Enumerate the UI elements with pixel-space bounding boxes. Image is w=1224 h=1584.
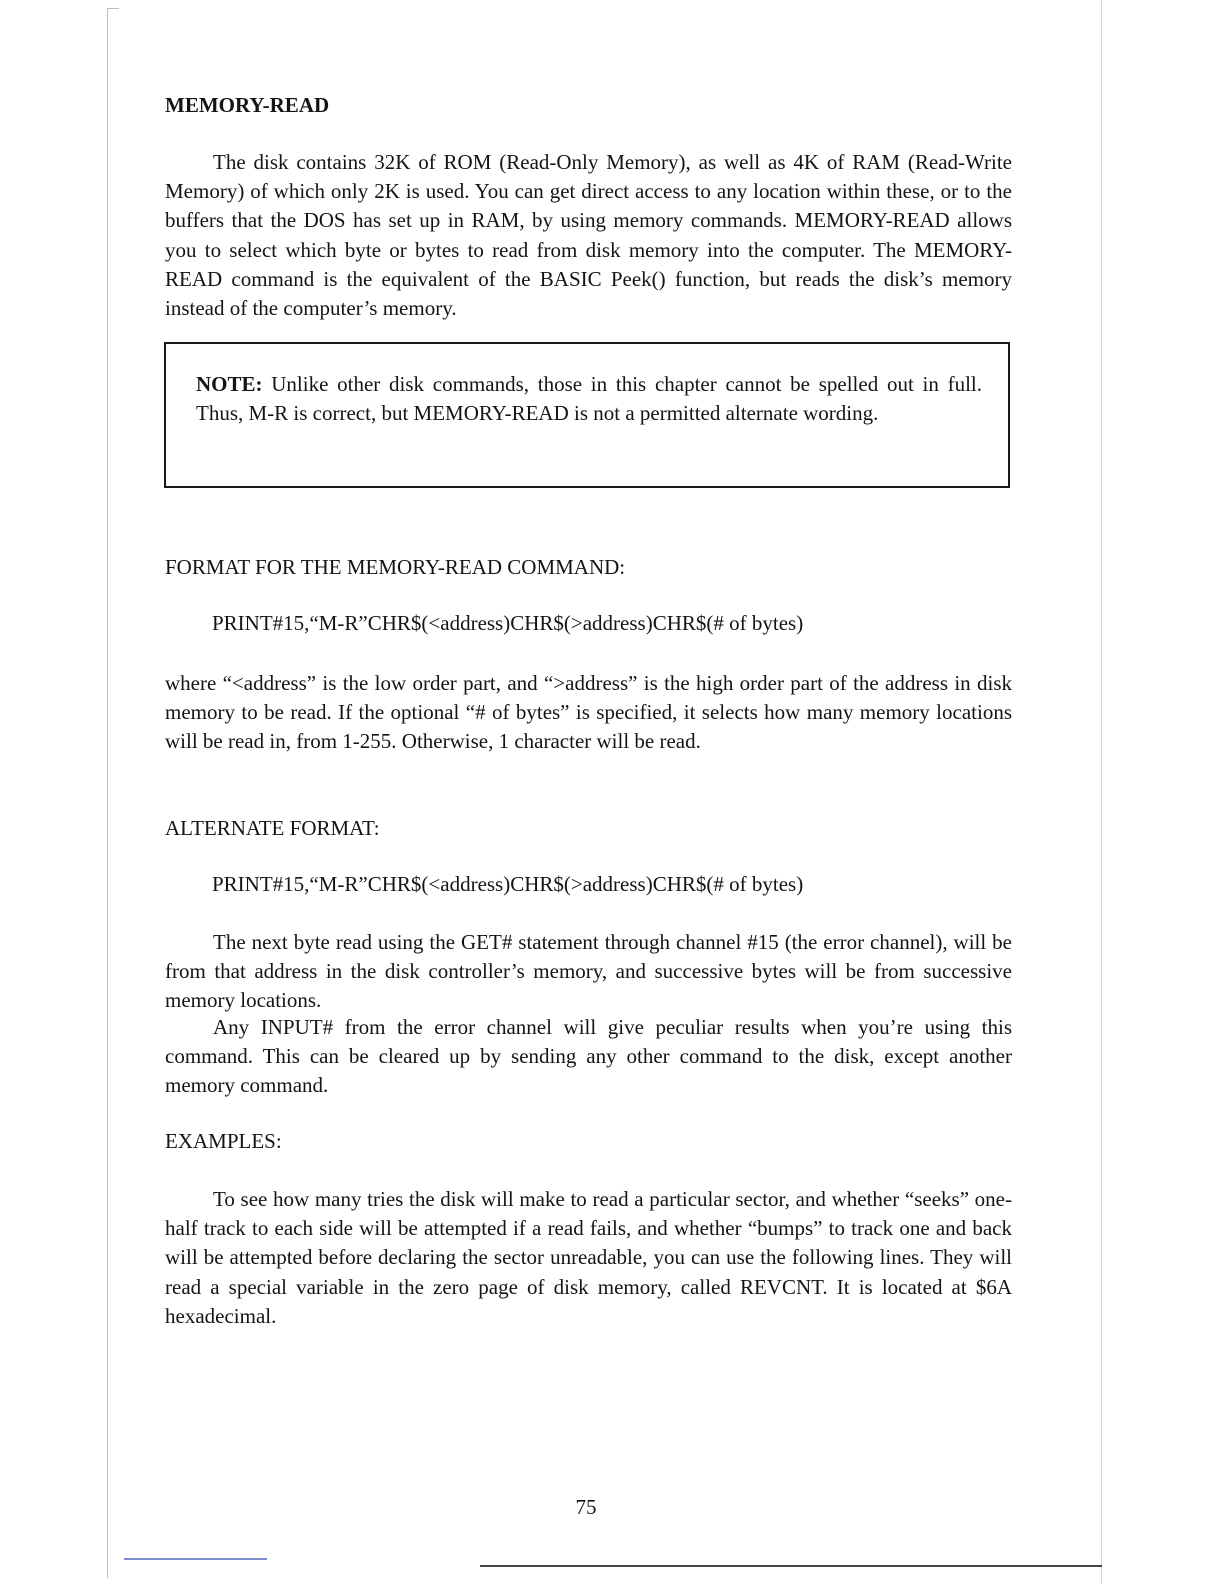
alternate-format-label: ALTERNATE FORMAT: bbox=[165, 816, 380, 840]
note-box bbox=[164, 342, 1010, 488]
note-paragraph bbox=[196, 370, 982, 428]
page-number: 75 bbox=[575, 1495, 597, 1519]
section-heading: MEMORY-READ bbox=[165, 93, 330, 117]
alternate-format-code: PRINT#15,“M-R”CHR$(<address)CHR$(>address)CHR$(# of bytes) bbox=[212, 872, 804, 896]
note-label: NOTE: bbox=[196, 372, 263, 396]
input-statement-paragraph: Any INPUT# from the error channel will give peculiar results when you’re using this command. This can be cleared up by sending any other command to the disk, except another memory command. bbox=[165, 1015, 1012, 1098]
note-text: Unlike other disk commands, those in this chapter cannot be spelled out in full. Thus, M-R is correct, but MEMORY-READ is not a permitted alternate wording. bbox=[196, 372, 982, 426]
format-description: where “<address” is the low order part, and “>address” is the high order part of the address in disk memory to be read. If the optional “# of bytes” is specified, it selects how many memory locations will be read in, from 1-255. Otherwise, 1 character will be read. bbox=[165, 671, 1012, 754]
examples-paragraph: To see how many tries the disk will make to read a particular sector, and whether “seeks” one-half track to each side will be attempted if a read fails, and whether “bumps” to track one and back will be attempted before declaring the sector unreadable, you can use the following lines. They will read a special variable in the zero page of disk memory, called REVCNT. It is located at $6A hexadecimal. bbox=[165, 1187, 1012, 1328]
intro-paragraph: The disk contains 32K of ROM (Read-Only Memory), as well as 4K of RAM (Read-Write Memory) of which only 2K is used. You can get direct access to any location within these, or to the buffers that the DOS has set up in RAM, by using memory commands. MEMORY-READ allows you to select which byte or bytes to read from disk memory into the computer. The MEMORY-READ command is the equivalent of the BASIC Peek() function, but reads the disk’s memory instead of the computer’s memory. bbox=[165, 150, 1012, 321]
scan-edge-left bbox=[107, 8, 108, 1578]
scan-edge-bottom bbox=[480, 1565, 1102, 1567]
format-label: FORMAT FOR THE MEMORY-READ COMMAND: bbox=[165, 555, 626, 579]
scan-underline-bottom-left bbox=[124, 1558, 267, 1560]
format-code: PRINT#15,“M-R”CHR$(<address)CHR$(>address)CHR$(# of bytes) bbox=[212, 611, 804, 635]
get-statement-paragraph: The next byte read using the GET# statement through channel #15 (the error channel), will be from that address in the disk controller’s memory, and successive bytes will be from successive memory locations. bbox=[165, 930, 1012, 1013]
scan-edge-top-tick bbox=[107, 8, 119, 9]
scan-edge-right bbox=[1101, 0, 1102, 1584]
examples-label: EXAMPLES: bbox=[165, 1129, 282, 1153]
